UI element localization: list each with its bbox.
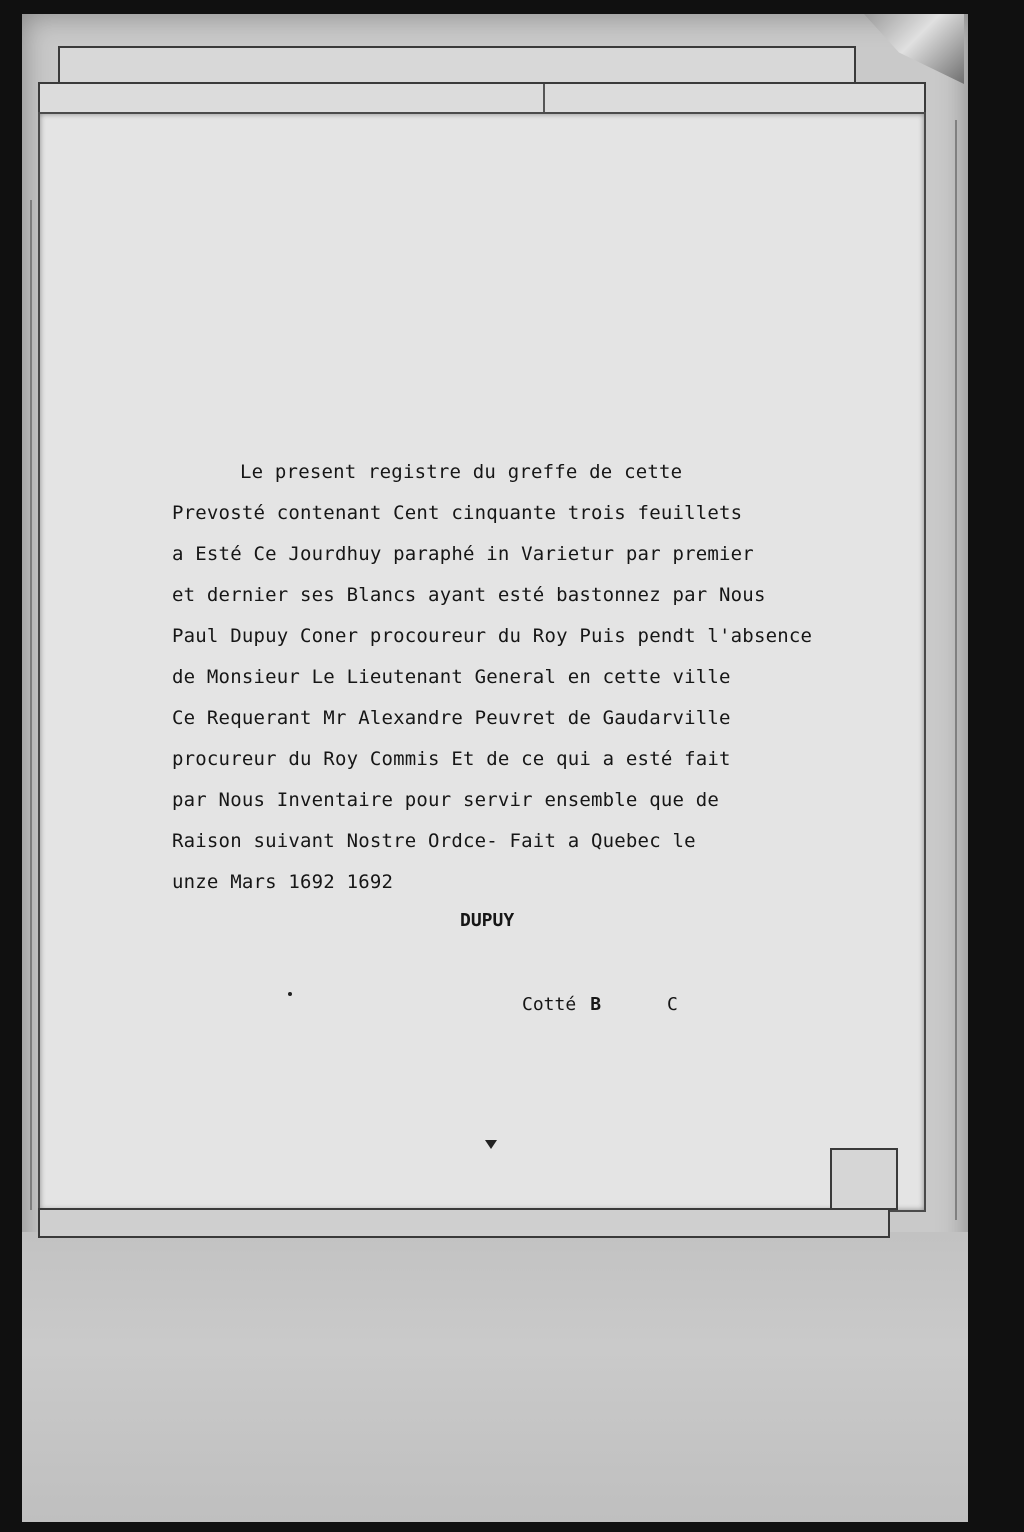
typed-text-block xyxy=(172,452,852,903)
bottom-right-tab xyxy=(830,1148,898,1210)
signature: DUPUY xyxy=(460,910,515,931)
text-line: et dernier ses Blancs ayant esté bastonnez par Nous xyxy=(172,584,766,606)
left-edge-line xyxy=(30,200,32,1210)
text-line: Le present registre du greffe de cette xyxy=(240,461,683,483)
back-sheet-lower-band xyxy=(22,1232,968,1522)
ink-speck xyxy=(288,992,292,996)
text-line: de Monsieur Le Lieutenant General en cette ville xyxy=(172,666,731,688)
right-edge-line xyxy=(955,120,957,1220)
cotte-label: Cotté xyxy=(522,994,577,1015)
cotte-mark-c: C xyxy=(667,994,678,1015)
text-line: par Nous Inventaire pour servir ensemble que de xyxy=(172,789,720,811)
text-line: Prevosté contenant Cent cinquante trois feuillets xyxy=(172,502,743,524)
text-line: unze Mars 1692 1692 xyxy=(172,871,394,893)
cotte-line xyxy=(522,994,678,1015)
text-line: Paul Dupuy Coner procoureur du Roy Puis pendt l'absence xyxy=(172,625,813,647)
text-line: a Esté Ce Jourdhuy paraphé in Varietur par premier xyxy=(172,543,754,565)
text-line: procureur du Roy Commis Et de ce qui a esté fait xyxy=(172,748,731,770)
text-line: Raison suivant Nostre Ordce- Fait a Quebec le xyxy=(172,830,696,852)
bottom-paper-strip xyxy=(38,1208,890,1238)
text-line: Ce Requerant Mr Alexandre Peuvret de Gaudarville xyxy=(172,707,731,729)
cotte-mark-b: B xyxy=(590,994,602,1015)
ink-arrow-mark xyxy=(485,1140,497,1149)
